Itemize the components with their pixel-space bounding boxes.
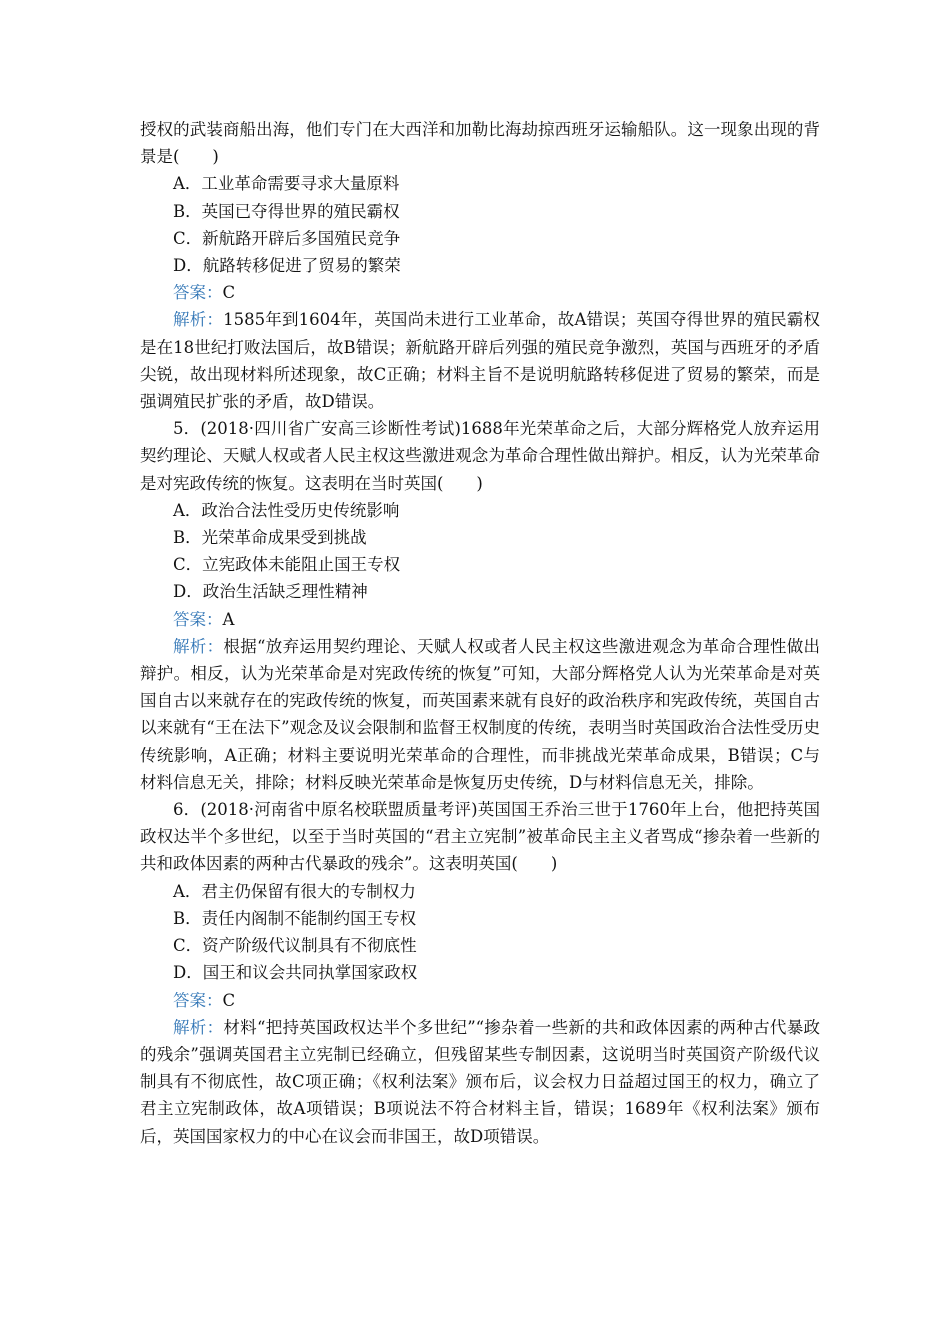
q4-analysis — [140, 306, 820, 415]
q4-option-a: A．工业革命需要寻求大量原料 — [173, 174, 400, 194]
q4-option-d: D．航路转移促进了贸易的繁荣 — [173, 256, 401, 276]
q4-answer — [140, 279, 820, 306]
q5-option-c: C．立宪政体未能阻止国王专权 — [173, 555, 401, 575]
analysis-label: 解析： — [173, 636, 224, 656]
q5-option-b: B．光荣革命成果受到挑战 — [173, 528, 367, 548]
q6-answer — [140, 987, 820, 1014]
q6-option-c: C．资产阶级代议制具有不彻底性 — [173, 936, 417, 956]
q5-answer — [140, 606, 820, 633]
q4-stem: 授权的武装商船出海，他们专门在大西洋和加勒比海劫掠西班牙运输船队。这一现象出现的背景是( ) — [140, 120, 820, 167]
q5-stem: 5．(2018·四川省广安高三诊断性考试)1688年光荣革命之后，大部分辉格党人放弃运用契约理论、天赋人权或者人民主权这些激进观念为革命合理性做出辩护。相反，认为光荣革命是对宪政传统的恢复。这表明在当时英国( ) — [140, 419, 820, 493]
analysis-label: 解析： — [173, 310, 224, 330]
q4-option-c: C．新航路开辟后多国殖民竞争 — [173, 228, 401, 248]
answer-value: C — [222, 283, 236, 303]
q6-option-b: B．责任内阁制不能制约国王专权 — [173, 908, 417, 928]
answer-value: C — [222, 990, 236, 1010]
analysis-text: 1585年到1604年，英国尚未进行工业革命，故A错误；英国夺得世界的殖民霸权是在18世纪打败法国后，故B错误；新航路开辟后列强的殖民竞争激烈，英国与西班牙的矛盾尖锐，故出现材料所述现象，故C正确；材料主旨不是说明航路转移促进了贸易的繁荣，而是强调殖民扩张的矛盾，故D错误。 — [140, 310, 821, 412]
answer-label: 答案： — [173, 609, 223, 629]
q5-analysis — [140, 633, 820, 796]
q5-option-d: D．政治生活缺乏理性精神 — [173, 582, 368, 602]
q6-analysis — [140, 1014, 820, 1150]
answer-label: 答案： — [173, 283, 223, 303]
analysis-text: 根据“放弃运用契约理论、天赋人权或者人民主权这些激进观念为革命合理性做出辩护。相反，认为光荣革命是对宪政传统的恢复”可知，大部分辉格党人认为光荣革命是对英国自古以来就存在的宪政传统的恢复，而英国素来就有良好的政治秩序和宪政传统，英国自古以来就有“王在法下”观念及议会限制和监督王权制度的传统，表明当时英国政治合法性受历史传统影响，A正确；材料主要说明光荣革命的合理性，而非挑战光荣革命成果，B错误；C与材料信息无关，排除；材料反映光荣革命是恢复历史传统，D与材料信息无关，排除。 — [140, 636, 821, 792]
q6-stem: 6．(2018·河南省中原名校联盟质量考评)英国国王乔治三世于1760年上台，他把持英国政权达半个多世纪，以至于当时英国的“君主立宪制”被革命民主主义者骂成“掺杂着一些新的共和政体因素的两种古代暴政的残余”。这表明英国( ) — [140, 800, 820, 874]
document-page — [140, 116, 820, 1150]
answer-value: A — [222, 609, 235, 629]
q5-option-a: A．政治合法性受历史传统影响 — [173, 500, 400, 520]
q6-option-a: A．君主仍保留有很大的专制权力 — [173, 881, 416, 901]
analysis-text: 材料“把持英国政权达半个多世纪”“掺杂着一些新的共和政体因素的两种古代暴政的残余”强调英国君主立宪制已经确立，但残留某些专制因素，这说明当时英国资产阶级代议制具有不彻底性，故C项正确；《权利法案》颁布后，议会权力日益超过国王的权力，确立了君主立宪制政体，故A项错误；B项说法不符合材料主旨，错误；1689年《权利法案》颁布后，英国国家权力的中心在议会而非国王，故D项错误。 — [140, 1017, 821, 1146]
answer-label: 答案： — [173, 990, 223, 1010]
q4-option-b: B．英国已夺得世界的殖民霸权 — [173, 201, 400, 221]
q6-option-d: D．国王和议会共同执掌国家政权 — [173, 963, 418, 983]
analysis-label: 解析： — [173, 1017, 224, 1037]
